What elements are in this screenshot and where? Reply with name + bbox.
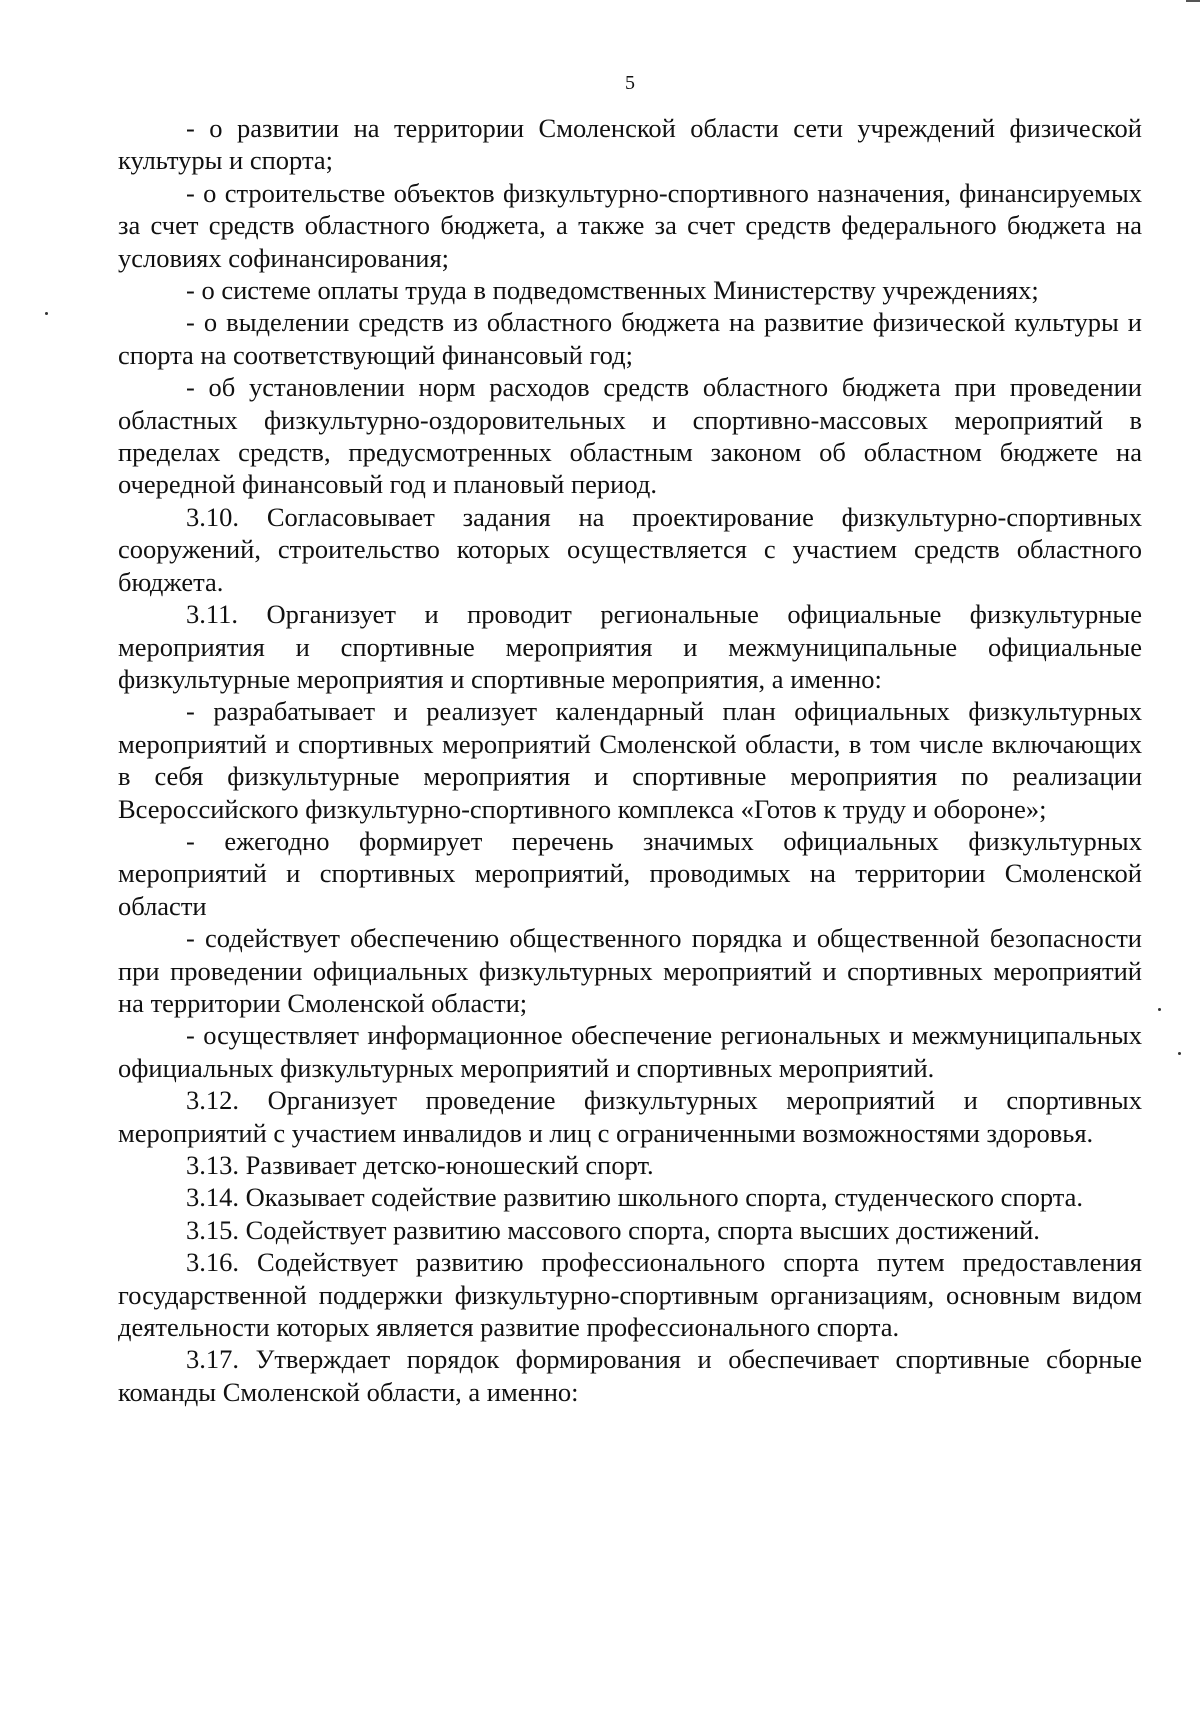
scan-speck [45,312,48,315]
paragraph: 3.15. Содействует развитию массового спорта, спорта высших достижений. [186,1214,1040,1245]
scan-speck [1178,1052,1181,1055]
page-number: 5 [625,72,635,94]
paragraph: - содействует обеспечению общественного порядка и общественной безопасности при проведении официальных физкультурных мероприятий и спортивных мероприятий на территории Смоленской области; [118,923,1142,1018]
document-body [118,112,1142,1408]
paragraph: - об установлении норм расходов средств областного бюджета при проведении областных физкультурно-оздоровительных и спортивно-массовых мероприятий в пределах средств, предусмотренных областным законом об областном бюджете на очередной финансовый год и плановый период. [118,372,1142,500]
paragraph: - о выделении средств из областного бюджета на развитие физической культуры и спорта на соответствующий финансовый год; [118,307,1142,370]
paragraph: - разрабатывает и реализует календарный план официальных физкультурных мероприятий и спортивных мероприятий Смоленской области, в том числе включающих в себя физкультурные мероприятия и спортивные мероприятия по реализации Всероссийского физкультурно-спортивного комплекса «Готов к труду и обороне»; [118,696,1142,824]
paragraph: 3.14. Оказывает содействие развитию школьного спорта, студенческого спорта. [186,1182,1084,1213]
paragraph: 3.10. Согласовывает задания на проектирование физкультурно-спортивных сооружений, строительство которых осуществляется с участием средств областного бюджета. [118,501,1142,597]
paragraph: - о системе оплаты труда в подведомственных Министерству учреждениях; [186,275,1039,306]
paragraph: - осуществляет информационное обеспечение региональных и межмуниципальных официальных физкультурных мероприятий и спортивных мероприятий. [118,1020,1142,1083]
paragraph: - о строительстве объектов физкультурно-спортивного назначения, финансируемых за счет средств областного бюджета, а также за счет средств федерального бюджета на условиях софинансирования; [118,177,1142,273]
paragraph: - ежегодно формирует перечень значимых официальных физкультурных мероприятий и спортивных мероприятий, проводимых на территории Смоленской области [118,825,1142,921]
paragraph: 3.16. Содействует развитию профессионального спорта путем предоставления государственной поддержки физкультурно-спортивным организациям, основным видом деятельности которых является развитие профессионального спорта. [118,1247,1142,1343]
paragraph: 3.11. Организует и проводит региональные официальные физкультурные мероприятия и спортивные мероприятия и межмуниципальные официальные физкультурные мероприятия и спортивные мероприятия, а именно: [118,599,1142,694]
paragraph: 3.17. Утверждает порядок формирования и обеспечивает спортивные сборные команды Смоленской области, а именно: [118,1344,1142,1407]
scan-speck [1158,1008,1161,1011]
paragraph: 3.12. Организует проведение физкультурных мероприятий и спортивных мероприятий с участием инвалидов и лиц с ограниченными возможностями здоровья. [118,1085,1142,1148]
scan-corner-mark [1186,0,1200,8]
paragraph: - о развитии на территории Смоленской области сети учреждений физической культуры и спорта; [118,113,1142,176]
paragraph: 3.13. Развивает детско-юношеский спорт. [186,1150,654,1180]
